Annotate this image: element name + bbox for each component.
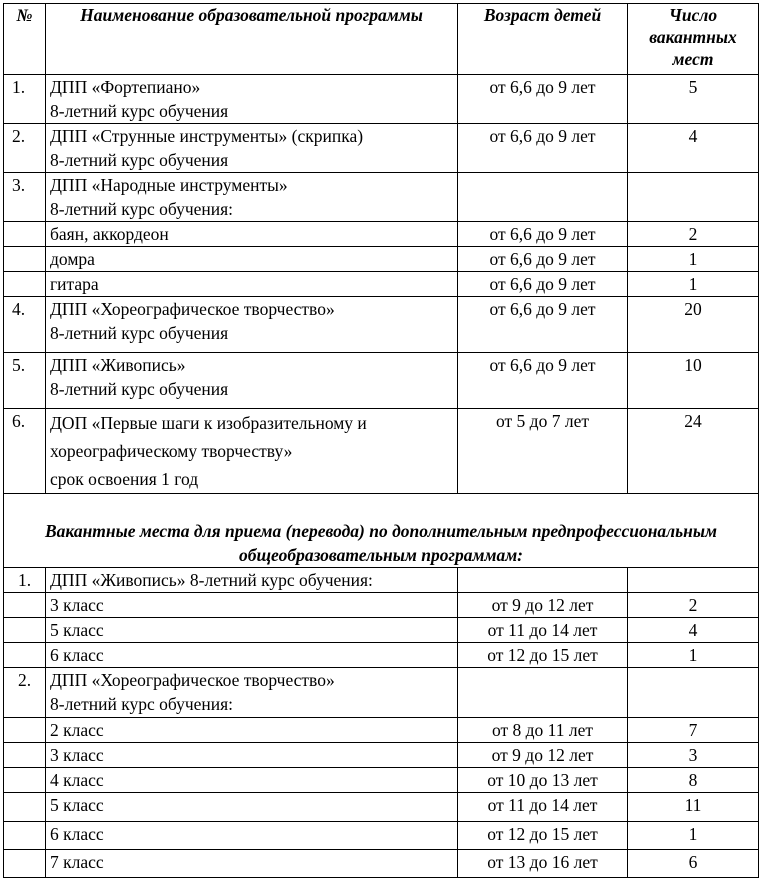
program-name-line: 3 класс [50,745,104,765]
age-cell: от 8 до 11 лет [458,718,628,743]
program-name [46,353,458,409]
row-number: 2. [4,124,46,173]
row-number [4,822,46,850]
vacancy-count: 4 [628,124,759,173]
program-name [46,222,458,247]
program-name-line: 6 класс [50,824,104,844]
table-row [4,793,759,822]
program-name-line: 8-летний курс обучения [50,323,229,343]
program-name-line: 7 класс [50,852,104,872]
vacancy-count [628,173,759,222]
table-row [4,668,759,718]
vacancies-table [3,3,759,878]
program-name [46,768,458,793]
program-name-line: 8-летний курс обучения: [50,199,234,219]
table-row [4,618,759,643]
header-count: Число вакантных мест [628,4,759,75]
program-name-line: ДПП «Хореографическое творчество» [50,670,335,690]
table-row [4,850,759,878]
table-row [4,272,759,297]
age-cell: от 11 до 14 лет [458,793,628,822]
program-name [46,618,458,643]
age-cell: от 13 до 16 лет [458,850,628,878]
row-number [4,618,46,643]
program-name-line: ДПП «Живопись» 8-летний курс обучения: [50,570,373,590]
program-name-line: ДПП «Живопись» [50,355,186,375]
table-row [4,568,759,593]
vacancy-count: 5 [628,75,759,124]
program-name [46,173,458,222]
table-row [4,173,759,222]
age-cell: от 6,6 до 9 лет [458,247,628,272]
program-name [46,822,458,850]
row-number: 1. [4,568,46,593]
vacancy-count: 2 [628,593,759,618]
age-cell: от 11 до 14 лет [458,618,628,643]
header-age: Возраст детей [458,4,628,75]
row-number [4,718,46,743]
row-number: 2. [4,668,46,718]
age-cell: от 10 до 13 лет [458,768,628,793]
header-num: № [4,4,46,75]
age-cell: от 12 до 15 лет [458,822,628,850]
program-name-line: хореографическому творчеству» [50,441,293,461]
vacancy-count: 1 [628,272,759,297]
table-row [4,743,759,768]
row-number [4,272,46,297]
age-cell [458,668,628,718]
header-name: Наименование образовательной программы [46,4,458,75]
program-name [46,247,458,272]
program-name-line: 6 класс [50,645,104,665]
header-row [4,4,759,75]
program-name-line: 5 класс [50,795,104,815]
program-name-line: ДПП «Народные инструменты» [50,175,288,195]
vacancy-count: 1 [628,643,759,668]
program-name-line: 8-летний курс обучения: [50,694,234,714]
vacancy-count: 1 [628,247,759,272]
program-name-line: домра [50,249,95,269]
program-name-line: 8-летний курс обучения [50,101,229,121]
age-cell: от 6,6 до 9 лет [458,222,628,247]
vacancy-count: 1 [628,822,759,850]
program-name [46,124,458,173]
table-row [4,353,759,409]
program-name-line: 4 класс [50,770,104,790]
program-name [46,272,458,297]
table-row [4,222,759,247]
program-name-line: 3 класс [50,595,104,615]
vacancy-count: 6 [628,850,759,878]
transfer-table-body [4,568,759,878]
row-number: 3. [4,173,46,222]
age-cell: от 12 до 15 лет [458,643,628,668]
program-name [46,643,458,668]
vacancy-count [628,568,759,593]
vacancy-count: 2 [628,222,759,247]
table-row [4,593,759,618]
table-row [4,297,759,353]
table-row [4,75,759,124]
table-row [4,409,759,494]
program-name-line: 5 класс [50,620,104,640]
program-name [46,75,458,124]
program-name-line: 8-летний курс обучения [50,379,229,399]
program-name-line: ДОП «Первые шаги к изобразительному и [50,413,367,433]
row-number: 1. [4,75,46,124]
program-name-line: 2 класс [50,720,104,740]
row-number [4,593,46,618]
program-name-line: ДПП «Хореографическое творчество» [50,299,335,319]
vacancy-count: 3 [628,743,759,768]
program-name-line: баян, аккордеон [50,224,169,244]
row-number [4,222,46,247]
row-number: 6. [4,409,46,494]
program-name [46,718,458,743]
table-row [4,768,759,793]
vacancy-count: 8 [628,768,759,793]
age-cell: от 6,6 до 9 лет [458,272,628,297]
age-cell: от 6,6 до 9 лет [458,297,628,353]
vacancy-count: 20 [628,297,759,353]
age-cell: от 9 до 12 лет [458,593,628,618]
row-number [4,743,46,768]
program-name [46,850,458,878]
program-name-line: 8-летний курс обучения [50,150,229,170]
age-cell: от 6,6 до 9 лет [458,75,628,124]
vacancy-count: 10 [628,353,759,409]
program-name [46,668,458,718]
row-number: 5. [4,353,46,409]
program-name [46,743,458,768]
section-row [4,494,759,568]
program-name-line: ДПП «Струнные инструменты» (скрипка) [50,126,364,146]
program-name-line: срок освоения 1 год [50,469,199,489]
age-cell: от 9 до 12 лет [458,743,628,768]
table-row [4,643,759,668]
program-name-line: гитара [50,274,99,294]
vacancy-count: 24 [628,409,759,494]
vacancy-count: 4 [628,618,759,643]
vacancy-count [628,668,759,718]
section-title: Вакантные места для приема (перевода) по дополнительным предпрофессиональным общеобразовательным программам: [4,494,759,568]
program-name-line: ДПП «Фортепиано» [50,77,201,97]
age-cell: от 5 до 7 лет [458,409,628,494]
program-name [46,593,458,618]
program-name [46,793,458,822]
row-number: 4. [4,297,46,353]
row-number [4,793,46,822]
program-name [46,297,458,353]
program-name [46,568,458,593]
program-name [46,409,458,494]
table-row [4,247,759,272]
vacancy-count: 7 [628,718,759,743]
table-row [4,718,759,743]
table-row [4,822,759,850]
age-cell [458,173,628,222]
table-row [4,124,759,173]
row-number [4,643,46,668]
row-number [4,768,46,793]
row-number [4,247,46,272]
vacancy-count: 11 [628,793,759,822]
age-cell [458,568,628,593]
programs-table-body [4,75,759,494]
age-cell: от 6,6 до 9 лет [458,124,628,173]
row-number [4,850,46,878]
age-cell: от 6,6 до 9 лет [458,353,628,409]
